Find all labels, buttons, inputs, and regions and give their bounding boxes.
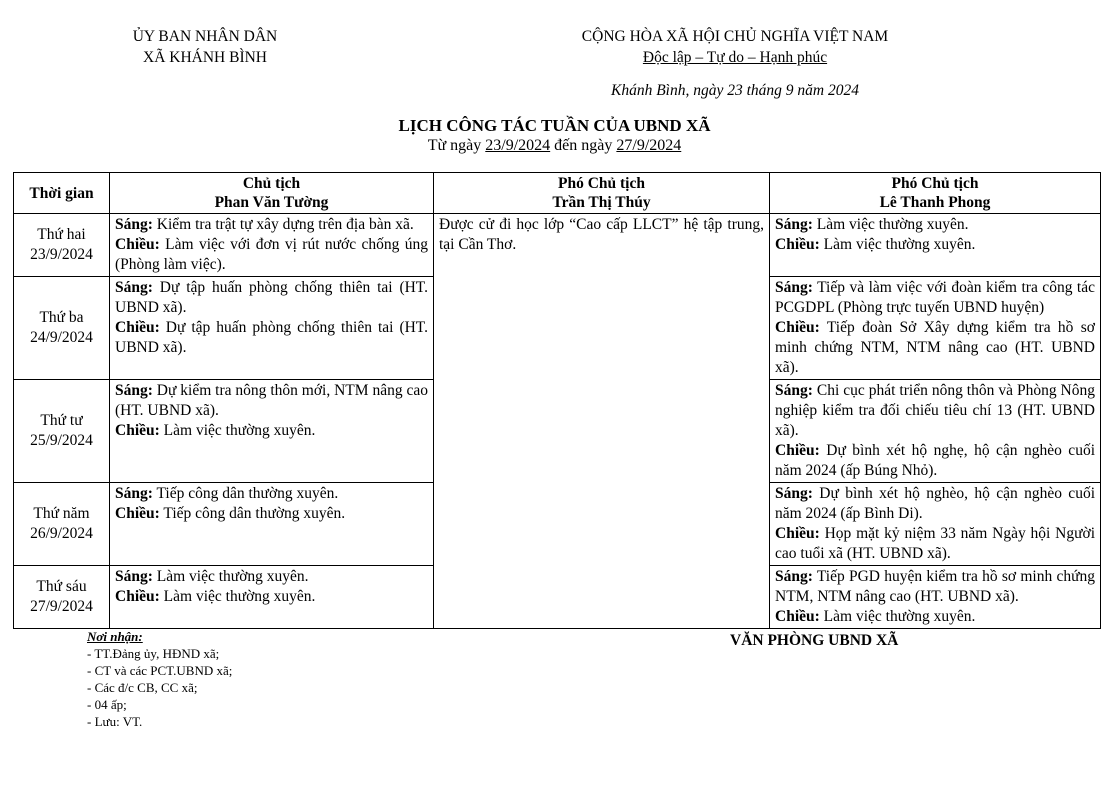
afternoon-label: Chiều: xyxy=(775,319,820,336)
morning-label: Sáng: xyxy=(115,568,153,585)
chairman-schedule-cell xyxy=(110,566,434,629)
recipient-item: - TT.Đảng ủy, HĐND xã; xyxy=(87,646,220,661)
afternoon-task: Làm việc thường xuyên. xyxy=(159,588,316,605)
day-name: Thứ năm xyxy=(33,505,90,522)
afternoon-task: Làm việc thường xuyên. xyxy=(819,608,976,625)
chairman-schedule-cell xyxy=(110,380,434,483)
vice-chair-2-schedule-cell xyxy=(770,380,1101,483)
issuing-organization xyxy=(95,26,315,68)
date-range-from: 23/9/2024 xyxy=(485,137,551,154)
morning-task: Làm việc thường xuyên. xyxy=(152,568,309,585)
date-range xyxy=(0,136,1109,156)
morning-task: Dự tập huấn phòng chống thiên tai (HT. UBND xã). xyxy=(115,279,428,316)
vice-chair-2-schedule-cell xyxy=(770,566,1101,629)
recipients-block xyxy=(87,628,232,730)
chairman-schedule-cell xyxy=(110,214,434,277)
table-row xyxy=(14,214,1101,277)
date-range-mid: đến ngày xyxy=(550,137,617,154)
morning-task: Dự bình xét hộ nghèo, hộ cận nghèo cuối năm 2024 (ấp Bình Di). xyxy=(775,485,1095,522)
recipient-item: - Lưu: VT. xyxy=(87,714,143,729)
day-cell xyxy=(14,566,110,629)
date-range-prefix: Từ ngày xyxy=(427,137,486,154)
morning-label: Sáng: xyxy=(775,382,813,399)
day-name: Thứ sáu xyxy=(36,578,87,595)
afternoon-label: Chiều: xyxy=(115,236,160,253)
morning-label: Sáng: xyxy=(115,279,153,296)
afternoon-task: Họp mặt kỷ niệm 33 năm Ngày hội Người cao tuổi xã (HT. UBND xã). xyxy=(775,525,1095,562)
morning-label: Sáng: xyxy=(115,216,153,233)
morning-label: Sáng: xyxy=(775,485,813,502)
chairman-schedule-cell xyxy=(110,483,434,566)
place-date-line: Khánh Bình, ngày 23 tháng 9 năm 2024 xyxy=(611,82,859,99)
vice-chair-2-schedule-cell xyxy=(770,277,1101,380)
morning-task: Dự kiểm tra nông thôn mới, NTM nâng cao (HT. UBND xã). xyxy=(115,382,428,419)
table-header-row xyxy=(14,173,1101,214)
header-time: Thời gian xyxy=(14,173,110,214)
day-date: 27/9/2024 xyxy=(30,598,93,615)
chairman-role: Chủ tịch xyxy=(242,175,301,192)
nation-name: CỘNG HÒA XÃ HỘI CHỦ NGHĨA VIỆT NAM xyxy=(581,28,889,45)
afternoon-label: Chiều: xyxy=(775,608,820,625)
afternoon-label: Chiều: xyxy=(115,588,160,605)
day-cell xyxy=(14,277,110,380)
afternoon-label: Chiều: xyxy=(775,525,820,542)
afternoon-task: Làm việc với đơn vị rút nước chống úng (Phòng làm việc). xyxy=(115,236,428,273)
document-title: LỊCH CÔNG TÁC TUẦN CỦA UBND XÃ xyxy=(398,116,711,135)
recipient-item: - 04 ấp; xyxy=(87,697,127,712)
recipient-item: - CT và các PCT.UBND xã; xyxy=(87,663,233,678)
vice-chair-1-all-week-task: Được cử đi học lớp “Cao cấp LLCT” hệ tập trung, tại Cần Thơ. xyxy=(439,216,764,253)
vice-chair-2-name: Lê Thanh Phong xyxy=(879,194,991,211)
vice-chair-1-schedule-cell xyxy=(434,214,770,629)
afternoon-task: Làm việc thường xuyên. xyxy=(819,236,976,253)
afternoon-label: Chiều: xyxy=(115,505,160,522)
chairman-name: Phan Văn Tường xyxy=(214,194,329,211)
header-vice-chair-1 xyxy=(434,173,770,214)
morning-label: Sáng: xyxy=(115,382,153,399)
national-header xyxy=(520,26,950,68)
recipient-item: - Các đ/c CB, CC xã; xyxy=(87,680,198,695)
morning-label: Sáng: xyxy=(775,568,813,585)
vice-chair-2-schedule-cell xyxy=(770,214,1101,277)
afternoon-label: Chiều: xyxy=(115,422,160,439)
morning-label: Sáng: xyxy=(775,279,813,296)
date-range-to: 27/9/2024 xyxy=(616,137,682,154)
afternoon-label: Chiều: xyxy=(775,236,820,253)
day-date: 24/9/2024 xyxy=(30,329,93,346)
morning-task: Tiếp PGD huyện kiểm tra hồ sơ minh chứng NTM, NTM nâng cao (HT. UBND xã). xyxy=(775,568,1095,605)
vice-chair-1-name: Trần Thị Thúy xyxy=(552,194,651,211)
vice-chair-1-role: Phó Chủ tịch xyxy=(558,175,645,192)
recipients-heading: Nơi nhận: xyxy=(87,629,143,644)
day-cell xyxy=(14,380,110,483)
header-vice-chair-2 xyxy=(770,173,1101,214)
chairman-schedule-cell xyxy=(110,277,434,380)
header-chairman xyxy=(110,173,434,214)
day-name: Thứ tư xyxy=(40,412,83,429)
vice-chair-2-role: Phó Chủ tịch xyxy=(891,175,979,192)
org-name-line1: ỦY BAN NHÂN DÂN xyxy=(132,28,278,45)
document-title-block xyxy=(0,116,1109,156)
morning-label: Sáng: xyxy=(115,485,153,502)
day-date: 25/9/2024 xyxy=(30,432,93,449)
morning-task: Tiếp công dân thường xuyên. xyxy=(152,485,339,502)
afternoon-task: Làm việc thường xuyên. xyxy=(159,422,316,439)
afternoon-task: Dự tập huấn phòng chống thiên tai (HT. UBND xã). xyxy=(115,319,428,356)
morning-label: Sáng: xyxy=(775,216,813,233)
morning-task: Làm việc thường xuyên. xyxy=(812,216,969,233)
afternoon-task: Tiếp đoàn Sở Xây dựng kiểm tra hồ sơ minh chứng NTM, NTM nâng cao (HT. UBND xã). xyxy=(775,319,1095,376)
morning-task: Tiếp và làm việc với đoàn kiểm tra công tác PCGDPL (Phòng trực tuyến UBND huyện) xyxy=(775,279,1095,316)
afternoon-task: Tiếp công dân thường xuyên. xyxy=(159,505,346,522)
morning-task: Chi cục phát triển nông thôn và Phòng Nông nghiệp kiểm tra đối chiếu tiêu chí 13 (HT. UBND xã). xyxy=(775,382,1095,439)
org-name-line2: XÃ KHÁNH BÌNH xyxy=(143,49,267,66)
afternoon-label: Chiều: xyxy=(775,442,820,459)
issuing-office: VĂN PHÒNG UBND XÃ xyxy=(730,632,899,649)
vice-chair-2-schedule-cell xyxy=(770,483,1101,566)
day-date: 26/9/2024 xyxy=(30,525,93,542)
national-motto: Độc lập – Tự do – Hạnh phúc xyxy=(642,49,828,66)
day-cell xyxy=(14,214,110,277)
day-name: Thứ ba xyxy=(39,309,84,326)
day-date: 23/9/2024 xyxy=(30,246,93,263)
weekly-schedule-table xyxy=(13,172,1101,629)
day-name: Thứ hai xyxy=(37,226,86,243)
morning-task: Kiểm tra trật tự xây dựng trên địa bàn xã. xyxy=(152,216,414,233)
afternoon-task: Dự bình xét hộ nghẹ, hộ cận nghèo cuối năm 2024 (ấp Búng Nhỏ). xyxy=(775,442,1095,479)
afternoon-label: Chiều: xyxy=(115,319,160,336)
day-cell xyxy=(14,483,110,566)
